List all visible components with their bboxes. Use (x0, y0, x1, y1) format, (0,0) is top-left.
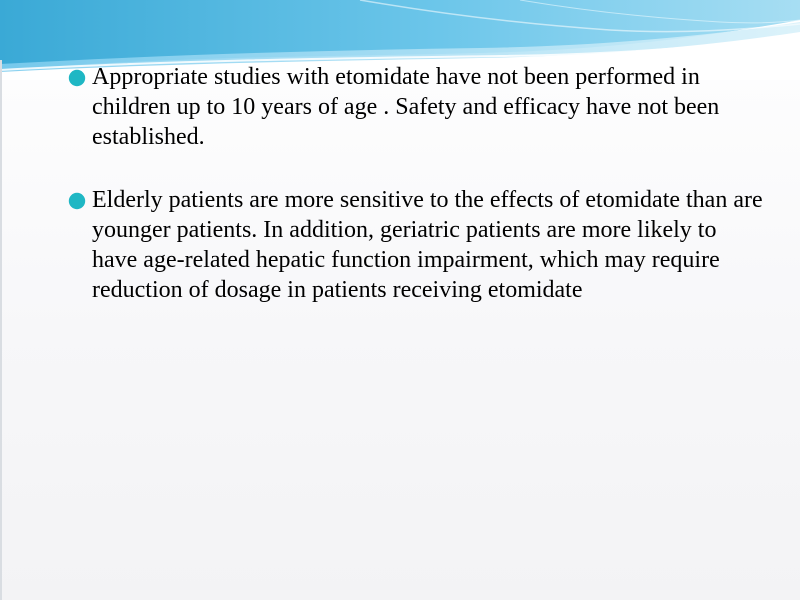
bullet-text: Appropriate studies with etomidate have not been performed in children up to 10 years of age . Safety and efficacy have not been established. (92, 64, 720, 150)
bullet-text: Elderly patients are more sensitive to the effects of etomidate than are younger patients. In addition, geriatric patients are more likely to have age-related hepatic function impairment, which may require reduction of dosage in patients receiving etomidate (92, 187, 763, 303)
bullet-item (66, 62, 766, 152)
circle-bullet-icon (68, 192, 86, 210)
bullet-list (66, 62, 766, 305)
circle-bullet-icon (68, 69, 86, 87)
bullet-item (66, 185, 766, 305)
left-border (0, 60, 2, 600)
